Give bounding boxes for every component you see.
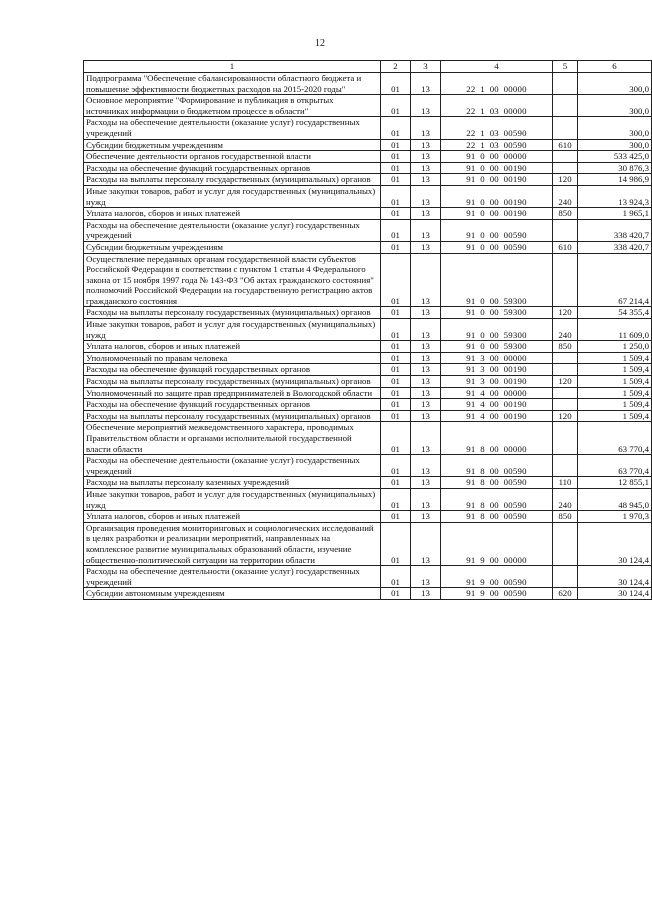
row-target-code: 91 8 00 00590 <box>441 511 553 523</box>
row-target-code: 91 0 00 59300 <box>441 341 553 353</box>
row-name: Иные закупки товаров, работ и услуг для государственных (муниципальных) нужд <box>84 488 381 510</box>
table-row <box>84 410 652 422</box>
row-section: 01 <box>381 208 411 220</box>
table-row <box>84 219 652 241</box>
row-expense-type: 610 <box>553 241 578 253</box>
row-section: 01 <box>381 455 411 477</box>
row-target-code: 22 1 00 00000 <box>441 73 553 95</box>
row-amount: 1 250,0 <box>578 341 652 353</box>
row-target-code: 91 8 00 00590 <box>441 488 553 510</box>
budget-table <box>83 60 652 600</box>
row-amount: 12 855,1 <box>578 477 652 489</box>
row-subsection: 13 <box>411 307 441 319</box>
row-amount: 11 609,0 <box>578 319 652 341</box>
row-amount: 30 124,4 <box>578 588 652 600</box>
row-amount: 63 770,4 <box>578 455 652 477</box>
row-name: Расходы на выплаты персоналу казенных учреждений <box>84 477 381 489</box>
row-expense-type: 120 <box>553 307 578 319</box>
row-amount: 63 770,4 <box>578 422 652 455</box>
row-name: Подпрограмма "Обеспечение сбалансированности областного бюджета и повышение эффективности бюджетных расходов на 2015-2020 годы" <box>84 73 381 95</box>
row-amount: 1 509,4 <box>578 364 652 376</box>
row-subsection: 13 <box>411 151 441 163</box>
row-subsection: 13 <box>411 253 441 307</box>
row-target-code: 91 8 00 00000 <box>441 422 553 455</box>
row-subsection: 13 <box>411 376 441 388</box>
row-target-code: 22 1 03 00000 <box>441 95 553 117</box>
table-row <box>84 307 652 319</box>
row-amount: 1 970,3 <box>578 511 652 523</box>
row-name: Уполномоченный по правам человека <box>84 352 381 364</box>
row-expense-type <box>553 387 578 399</box>
row-expense-type <box>553 162 578 174</box>
row-section: 01 <box>381 364 411 376</box>
row-name: Иные закупки товаров, работ и услуг для государственных (муниципальных) нужд <box>84 319 381 341</box>
row-section: 01 <box>381 151 411 163</box>
row-amount: 14 986,9 <box>578 174 652 186</box>
row-subsection: 13 <box>411 73 441 95</box>
row-section: 01 <box>381 422 411 455</box>
row-section: 01 <box>381 387 411 399</box>
row-target-code: 91 9 00 00590 <box>441 588 553 600</box>
row-expense-type: 620 <box>553 588 578 600</box>
row-name: Расходы на обеспечение деятельности (оказание услуг) государственных учреждений <box>84 455 381 477</box>
table-row <box>84 319 652 341</box>
header-col-5: 5 <box>553 61 578 73</box>
row-section: 01 <box>381 139 411 151</box>
table-row <box>84 522 652 565</box>
row-subsection: 13 <box>411 477 441 489</box>
row-section: 01 <box>381 588 411 600</box>
row-subsection: 13 <box>411 522 441 565</box>
row-amount: 67 214,4 <box>578 253 652 307</box>
row-amount: 1 965,1 <box>578 208 652 220</box>
row-name: Обеспечение мероприятий межведомственного характера, проводимых Правительством области и органами исполнительной государственной власти области <box>84 422 381 455</box>
row-name: Уплата налогов, сборов и иных платежей <box>84 208 381 220</box>
row-target-code: 91 0 00 00190 <box>441 162 553 174</box>
row-expense-type <box>553 422 578 455</box>
row-section: 01 <box>381 341 411 353</box>
table-row <box>84 352 652 364</box>
row-amount: 300,0 <box>578 73 652 95</box>
row-amount: 30 124,4 <box>578 522 652 565</box>
table-body <box>84 73 652 600</box>
row-subsection: 13 <box>411 139 441 151</box>
row-subsection: 13 <box>411 241 441 253</box>
header-col-1: 1 <box>84 61 381 73</box>
header-col-2: 2 <box>381 61 411 73</box>
row-target-code: 91 0 00 00190 <box>441 174 553 186</box>
row-amount: 533 425,0 <box>578 151 652 163</box>
table-row <box>84 511 652 523</box>
row-subsection: 13 <box>411 364 441 376</box>
row-subsection: 13 <box>411 387 441 399</box>
row-target-code: 91 0 00 59300 <box>441 307 553 319</box>
row-name: Уплата налогов, сборов и иных платежей <box>84 341 381 353</box>
row-target-code: 91 3 00 00190 <box>441 376 553 388</box>
row-expense-type <box>553 455 578 477</box>
row-subsection: 13 <box>411 185 441 207</box>
table-row <box>84 387 652 399</box>
row-name: Расходы на обеспечение функций государственных органов <box>84 162 381 174</box>
row-expense-type: 850 <box>553 208 578 220</box>
row-section: 01 <box>381 162 411 174</box>
table-row <box>84 162 652 174</box>
row-amount: 338 420,7 <box>578 219 652 241</box>
row-amount: 300,0 <box>578 139 652 151</box>
row-subsection: 13 <box>411 208 441 220</box>
row-section: 01 <box>381 307 411 319</box>
row-name: Расходы на обеспечение деятельности (оказание услуг) государственных учреждений <box>84 566 381 588</box>
row-section: 01 <box>381 477 411 489</box>
table-row <box>84 341 652 353</box>
row-expense-type: 850 <box>553 341 578 353</box>
table-row <box>84 151 652 163</box>
row-name: Расходы на выплаты персоналу государственных (муниципальных) органов <box>84 307 381 319</box>
table-row <box>84 139 652 151</box>
row-name: Расходы на выплаты персоналу государственных (муниципальных) органов <box>84 376 381 388</box>
row-expense-type: 120 <box>553 174 578 186</box>
row-subsection: 13 <box>411 511 441 523</box>
row-section: 01 <box>381 174 411 186</box>
row-subsection: 13 <box>411 410 441 422</box>
row-expense-type: 120 <box>553 376 578 388</box>
table-row <box>84 95 652 117</box>
row-subsection: 13 <box>411 95 441 117</box>
table-row <box>84 241 652 253</box>
row-section: 01 <box>381 73 411 95</box>
row-name: Расходы на обеспечение функций государственных органов <box>84 399 381 411</box>
page-number: 12 <box>315 38 325 49</box>
row-expense-type: 120 <box>553 410 578 422</box>
row-section: 01 <box>381 522 411 565</box>
row-target-code: 91 3 00 00190 <box>441 364 553 376</box>
row-expense-type <box>553 151 578 163</box>
row-name: Осуществление переданных органам государственной власти субъектов Российской Федерации в соответствии с пунктом 1 статьи 4 Федерального закона от 15 ноября 1997 года № 143-ФЗ "Об актах гражданского состояния" полномочий Российской Федерации на государственную регистрацию актов гражданского состояния <box>84 253 381 307</box>
header-col-4: 4 <box>441 61 553 73</box>
row-subsection: 13 <box>411 488 441 510</box>
table-row <box>84 174 652 186</box>
row-target-code: 91 0 00 00590 <box>441 241 553 253</box>
row-name: Иные закупки товаров, работ и услуг для государственных (муниципальных) нужд <box>84 185 381 207</box>
row-target-code: 91 4 00 00190 <box>441 399 553 411</box>
row-amount: 1 509,4 <box>578 410 652 422</box>
row-expense-type: 610 <box>553 139 578 151</box>
row-section: 01 <box>381 511 411 523</box>
row-expense-type <box>553 399 578 411</box>
row-amount: 30 124,4 <box>578 566 652 588</box>
row-target-code: 91 0 00 59300 <box>441 253 553 307</box>
table-row <box>84 364 652 376</box>
row-name: Обеспечение деятельности органов государственной власти <box>84 151 381 163</box>
row-section: 01 <box>381 95 411 117</box>
row-expense-type: 240 <box>553 488 578 510</box>
table-row <box>84 477 652 489</box>
row-target-code: 91 0 00 59300 <box>441 319 553 341</box>
row-target-code: 91 0 00 00590 <box>441 219 553 241</box>
table-row <box>84 185 652 207</box>
row-section: 01 <box>381 117 411 139</box>
row-amount: 48 945,0 <box>578 488 652 510</box>
row-name: Уплата налогов, сборов и иных платежей <box>84 511 381 523</box>
row-name: Организация проведения мониторинговых и социологических исследований в целях разработки и реализации мероприятий, направленных на комплексное развитие муниципальных образований области, изучение общественно-политической ситуации на территории области <box>84 522 381 565</box>
table-row <box>84 455 652 477</box>
row-target-code: 91 0 00 00190 <box>441 208 553 220</box>
row-section: 01 <box>381 352 411 364</box>
row-name: Расходы на обеспечение функций государственных органов <box>84 364 381 376</box>
table-row <box>84 399 652 411</box>
row-amount: 338 420,7 <box>578 241 652 253</box>
row-section: 01 <box>381 399 411 411</box>
row-amount: 1 509,4 <box>578 352 652 364</box>
row-subsection: 13 <box>411 566 441 588</box>
row-name: Субсидии бюджетным учреждениям <box>84 139 381 151</box>
row-section: 01 <box>381 185 411 207</box>
row-amount: 30 876,3 <box>578 162 652 174</box>
row-subsection: 13 <box>411 455 441 477</box>
table-row <box>84 73 652 95</box>
row-section: 01 <box>381 410 411 422</box>
table-row <box>84 422 652 455</box>
header-row <box>84 61 652 73</box>
row-name: Субсидии бюджетным учреждениям <box>84 241 381 253</box>
row-name: Субсидии автономным учреждениям <box>84 588 381 600</box>
table-row <box>84 566 652 588</box>
row-subsection: 13 <box>411 219 441 241</box>
row-subsection: 13 <box>411 341 441 353</box>
row-name: Уполномоченный по защите прав предпринимателей в Вологодской области <box>84 387 381 399</box>
table-row <box>84 208 652 220</box>
row-name: Расходы на обеспечение деятельности (оказание услуг) государственных учреждений <box>84 117 381 139</box>
row-name: Расходы на обеспечение деятельности (оказание услуг) государственных учреждений <box>84 219 381 241</box>
row-subsection: 13 <box>411 422 441 455</box>
table-row <box>84 376 652 388</box>
row-section: 01 <box>381 566 411 588</box>
row-amount: 13 924,3 <box>578 185 652 207</box>
row-subsection: 13 <box>411 117 441 139</box>
row-expense-type: 240 <box>553 185 578 207</box>
row-amount: 300,0 <box>578 117 652 139</box>
header-col-6: 6 <box>578 61 652 73</box>
row-expense-type <box>553 364 578 376</box>
row-amount: 300,0 <box>578 95 652 117</box>
row-expense-type: 240 <box>553 319 578 341</box>
table-row <box>84 488 652 510</box>
row-target-code: 22 1 03 00590 <box>441 139 553 151</box>
row-target-code: 91 8 00 00590 <box>441 455 553 477</box>
row-subsection: 13 <box>411 588 441 600</box>
row-section: 01 <box>381 253 411 307</box>
row-subsection: 13 <box>411 319 441 341</box>
row-target-code: 91 4 00 00190 <box>441 410 553 422</box>
row-target-code: 22 1 03 00590 <box>441 117 553 139</box>
table-row <box>84 117 652 139</box>
row-target-code: 91 3 00 00000 <box>441 352 553 364</box>
row-name: Основное мероприятие "Формирование и публикация в открытых источниках информации о бюджетном процессе в области" <box>84 95 381 117</box>
row-section: 01 <box>381 219 411 241</box>
header-col-3: 3 <box>411 61 441 73</box>
row-target-code: 91 0 00 00000 <box>441 151 553 163</box>
row-expense-type <box>553 73 578 95</box>
row-subsection: 13 <box>411 174 441 186</box>
row-section: 01 <box>381 488 411 510</box>
row-target-code: 91 4 00 00000 <box>441 387 553 399</box>
row-expense-type <box>553 95 578 117</box>
row-expense-type <box>553 566 578 588</box>
row-amount: 1 509,4 <box>578 399 652 411</box>
row-target-code: 91 9 00 00000 <box>441 522 553 565</box>
row-expense-type <box>553 219 578 241</box>
table-row <box>84 253 652 307</box>
row-name: Расходы на выплаты персоналу государственных (муниципальных) органов <box>84 410 381 422</box>
row-section: 01 <box>381 319 411 341</box>
row-expense-type: 850 <box>553 511 578 523</box>
row-name: Расходы на выплаты персоналу государственных (муниципальных) органов <box>84 174 381 186</box>
row-expense-type <box>553 253 578 307</box>
row-expense-type: 110 <box>553 477 578 489</box>
row-target-code: 91 8 00 00590 <box>441 477 553 489</box>
row-amount: 1 509,4 <box>578 376 652 388</box>
row-target-code: 91 0 00 00190 <box>441 185 553 207</box>
row-subsection: 13 <box>411 162 441 174</box>
row-expense-type <box>553 522 578 565</box>
row-expense-type <box>553 352 578 364</box>
row-section: 01 <box>381 376 411 388</box>
row-target-code: 91 9 00 00590 <box>441 566 553 588</box>
table-row <box>84 588 652 600</box>
row-amount: 54 355,4 <box>578 307 652 319</box>
row-amount: 1 509,4 <box>578 387 652 399</box>
row-subsection: 13 <box>411 352 441 364</box>
row-subsection: 13 <box>411 399 441 411</box>
row-expense-type <box>553 117 578 139</box>
row-section: 01 <box>381 241 411 253</box>
